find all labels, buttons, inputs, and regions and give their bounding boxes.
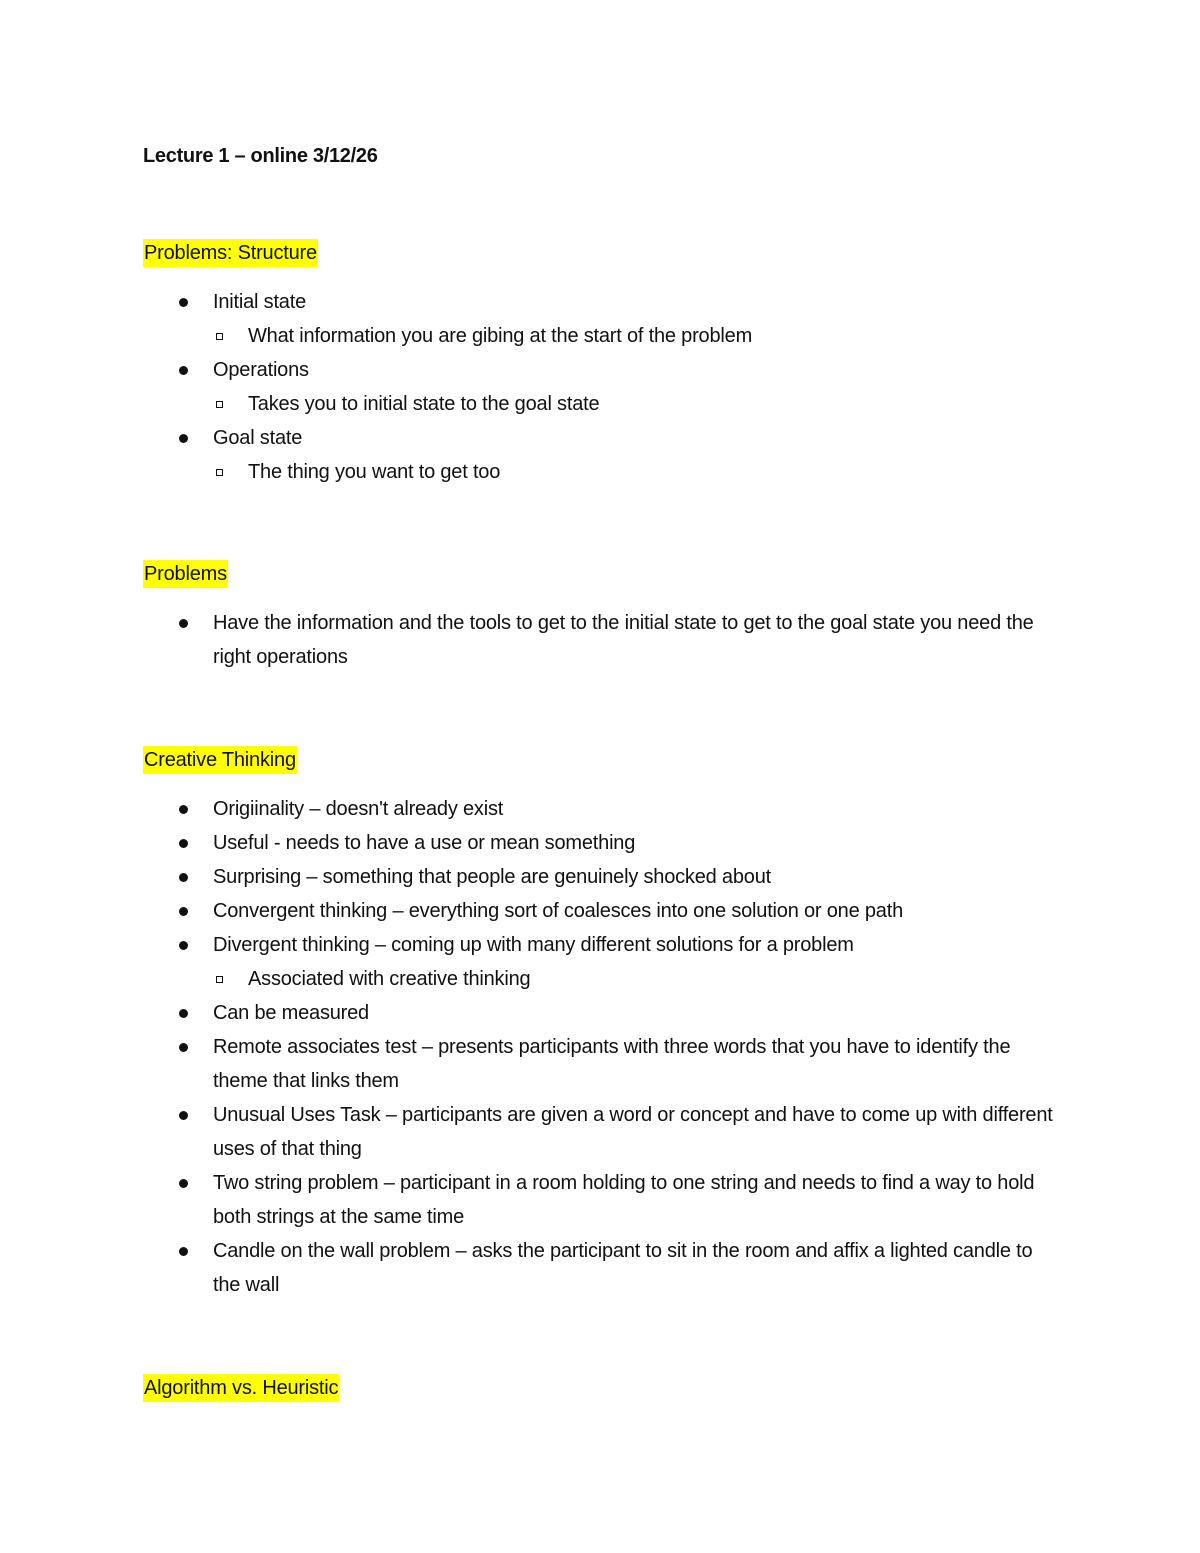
bullet-dot-icon [179, 1009, 188, 1018]
bullet-dot-icon [179, 434, 188, 443]
list-item [143, 1166, 1063, 1234]
sub-list [213, 962, 1063, 996]
square-bullet-icon [216, 469, 223, 476]
list-item-text: Initial state [213, 291, 307, 313]
list-item-text: Goal state [213, 427, 303, 449]
sub-list-item-text: The thing you want to get too [248, 461, 501, 483]
list-item [143, 894, 1063, 928]
sub-list [213, 319, 1063, 353]
list-item [143, 792, 1063, 826]
sub-list-item [213, 387, 1063, 421]
bullet-dot-icon [179, 619, 188, 628]
sub-list-item-text: Associated with creative thinking [248, 968, 531, 990]
sub-list [213, 387, 1063, 421]
square-bullet-icon [216, 976, 223, 983]
list-item-text: Useful - needs to have a use or mean something [213, 832, 636, 854]
list-item [143, 353, 1063, 421]
sub-list-item [213, 962, 1063, 996]
list-item [143, 1234, 1063, 1302]
bullet-dot-icon [179, 1111, 188, 1120]
section-heading: Problems [143, 560, 228, 588]
section-creative-thinking [143, 746, 1063, 1302]
square-bullet-icon [216, 401, 223, 408]
sub-list-item-text: What information you are gibing at the start of the problem [248, 325, 753, 347]
list-item [143, 285, 1063, 353]
list-item-text: Surprising – something that people are genuinely shocked about [213, 866, 771, 888]
bullet-dot-icon [179, 366, 188, 375]
bullet-dot-icon [179, 298, 188, 307]
sub-list-item-text: Takes you to initial state to the goal state [248, 393, 600, 415]
section-problems-structure [143, 239, 1063, 489]
list-item [143, 928, 1063, 996]
bullet-dot-icon [179, 873, 188, 882]
document-title: Lecture 1 – online 3/12/26 [143, 145, 378, 167]
section-heading: Problems: Structure [143, 239, 318, 267]
list-item-text: Divergent thinking – coming up with many different solutions for a problem [213, 934, 854, 956]
list-item [143, 860, 1063, 894]
list-item-text: Unusual Uses Task – participants are given a word or concept and have to come up with different uses of that thing [213, 1104, 1053, 1160]
section-problems [143, 560, 1063, 674]
section-heading: Creative Thinking [143, 746, 297, 774]
square-bullet-icon [216, 333, 223, 340]
bullet-dot-icon [179, 839, 188, 848]
section-algorithm-vs-heuristic [143, 1374, 1063, 1402]
bullet-dot-icon [179, 805, 188, 814]
list-item-text: Can be measured [213, 1002, 369, 1024]
sub-list [213, 455, 1063, 489]
list-item [143, 421, 1063, 489]
bullet-dot-icon [179, 907, 188, 916]
list-item-text: Have the information and the tools to get to the initial state to get to the goal state you need the right operations [213, 612, 1034, 668]
bullet-dot-icon [179, 1179, 188, 1188]
list-item-text: Two string problem – participant in a room holding to one string and needs to find a way to hold both strings at the same time [213, 1172, 1035, 1228]
list-item-text: Candle on the wall problem – asks the participant to sit in the room and affix a lighted candle to the wall [213, 1240, 1033, 1296]
sub-list-item [213, 455, 1063, 489]
document-page [143, 140, 1063, 1402]
list-item-text: Operations [213, 359, 309, 381]
list-item [143, 996, 1063, 1030]
list-item-text: Origiinality – doesn't already exist [213, 798, 504, 820]
bullet-dot-icon [179, 1043, 188, 1052]
sub-list-item [213, 319, 1063, 353]
section-heading: Algorithm vs. Heuristic [143, 1374, 339, 1402]
list-item [143, 606, 1063, 674]
bullet-dot-icon [179, 941, 188, 950]
bullet-list [143, 285, 1063, 489]
list-item-text: Remote associates test – presents participants with three words that you have to identify the theme that links them [213, 1036, 1011, 1092]
bullet-list [143, 606, 1063, 674]
list-item [143, 1030, 1063, 1098]
bullet-list [143, 792, 1063, 1302]
list-item [143, 826, 1063, 860]
list-item [143, 1098, 1063, 1166]
list-item-text: Convergent thinking – everything sort of coalesces into one solution or one path [213, 900, 903, 922]
bullet-dot-icon [179, 1247, 188, 1256]
